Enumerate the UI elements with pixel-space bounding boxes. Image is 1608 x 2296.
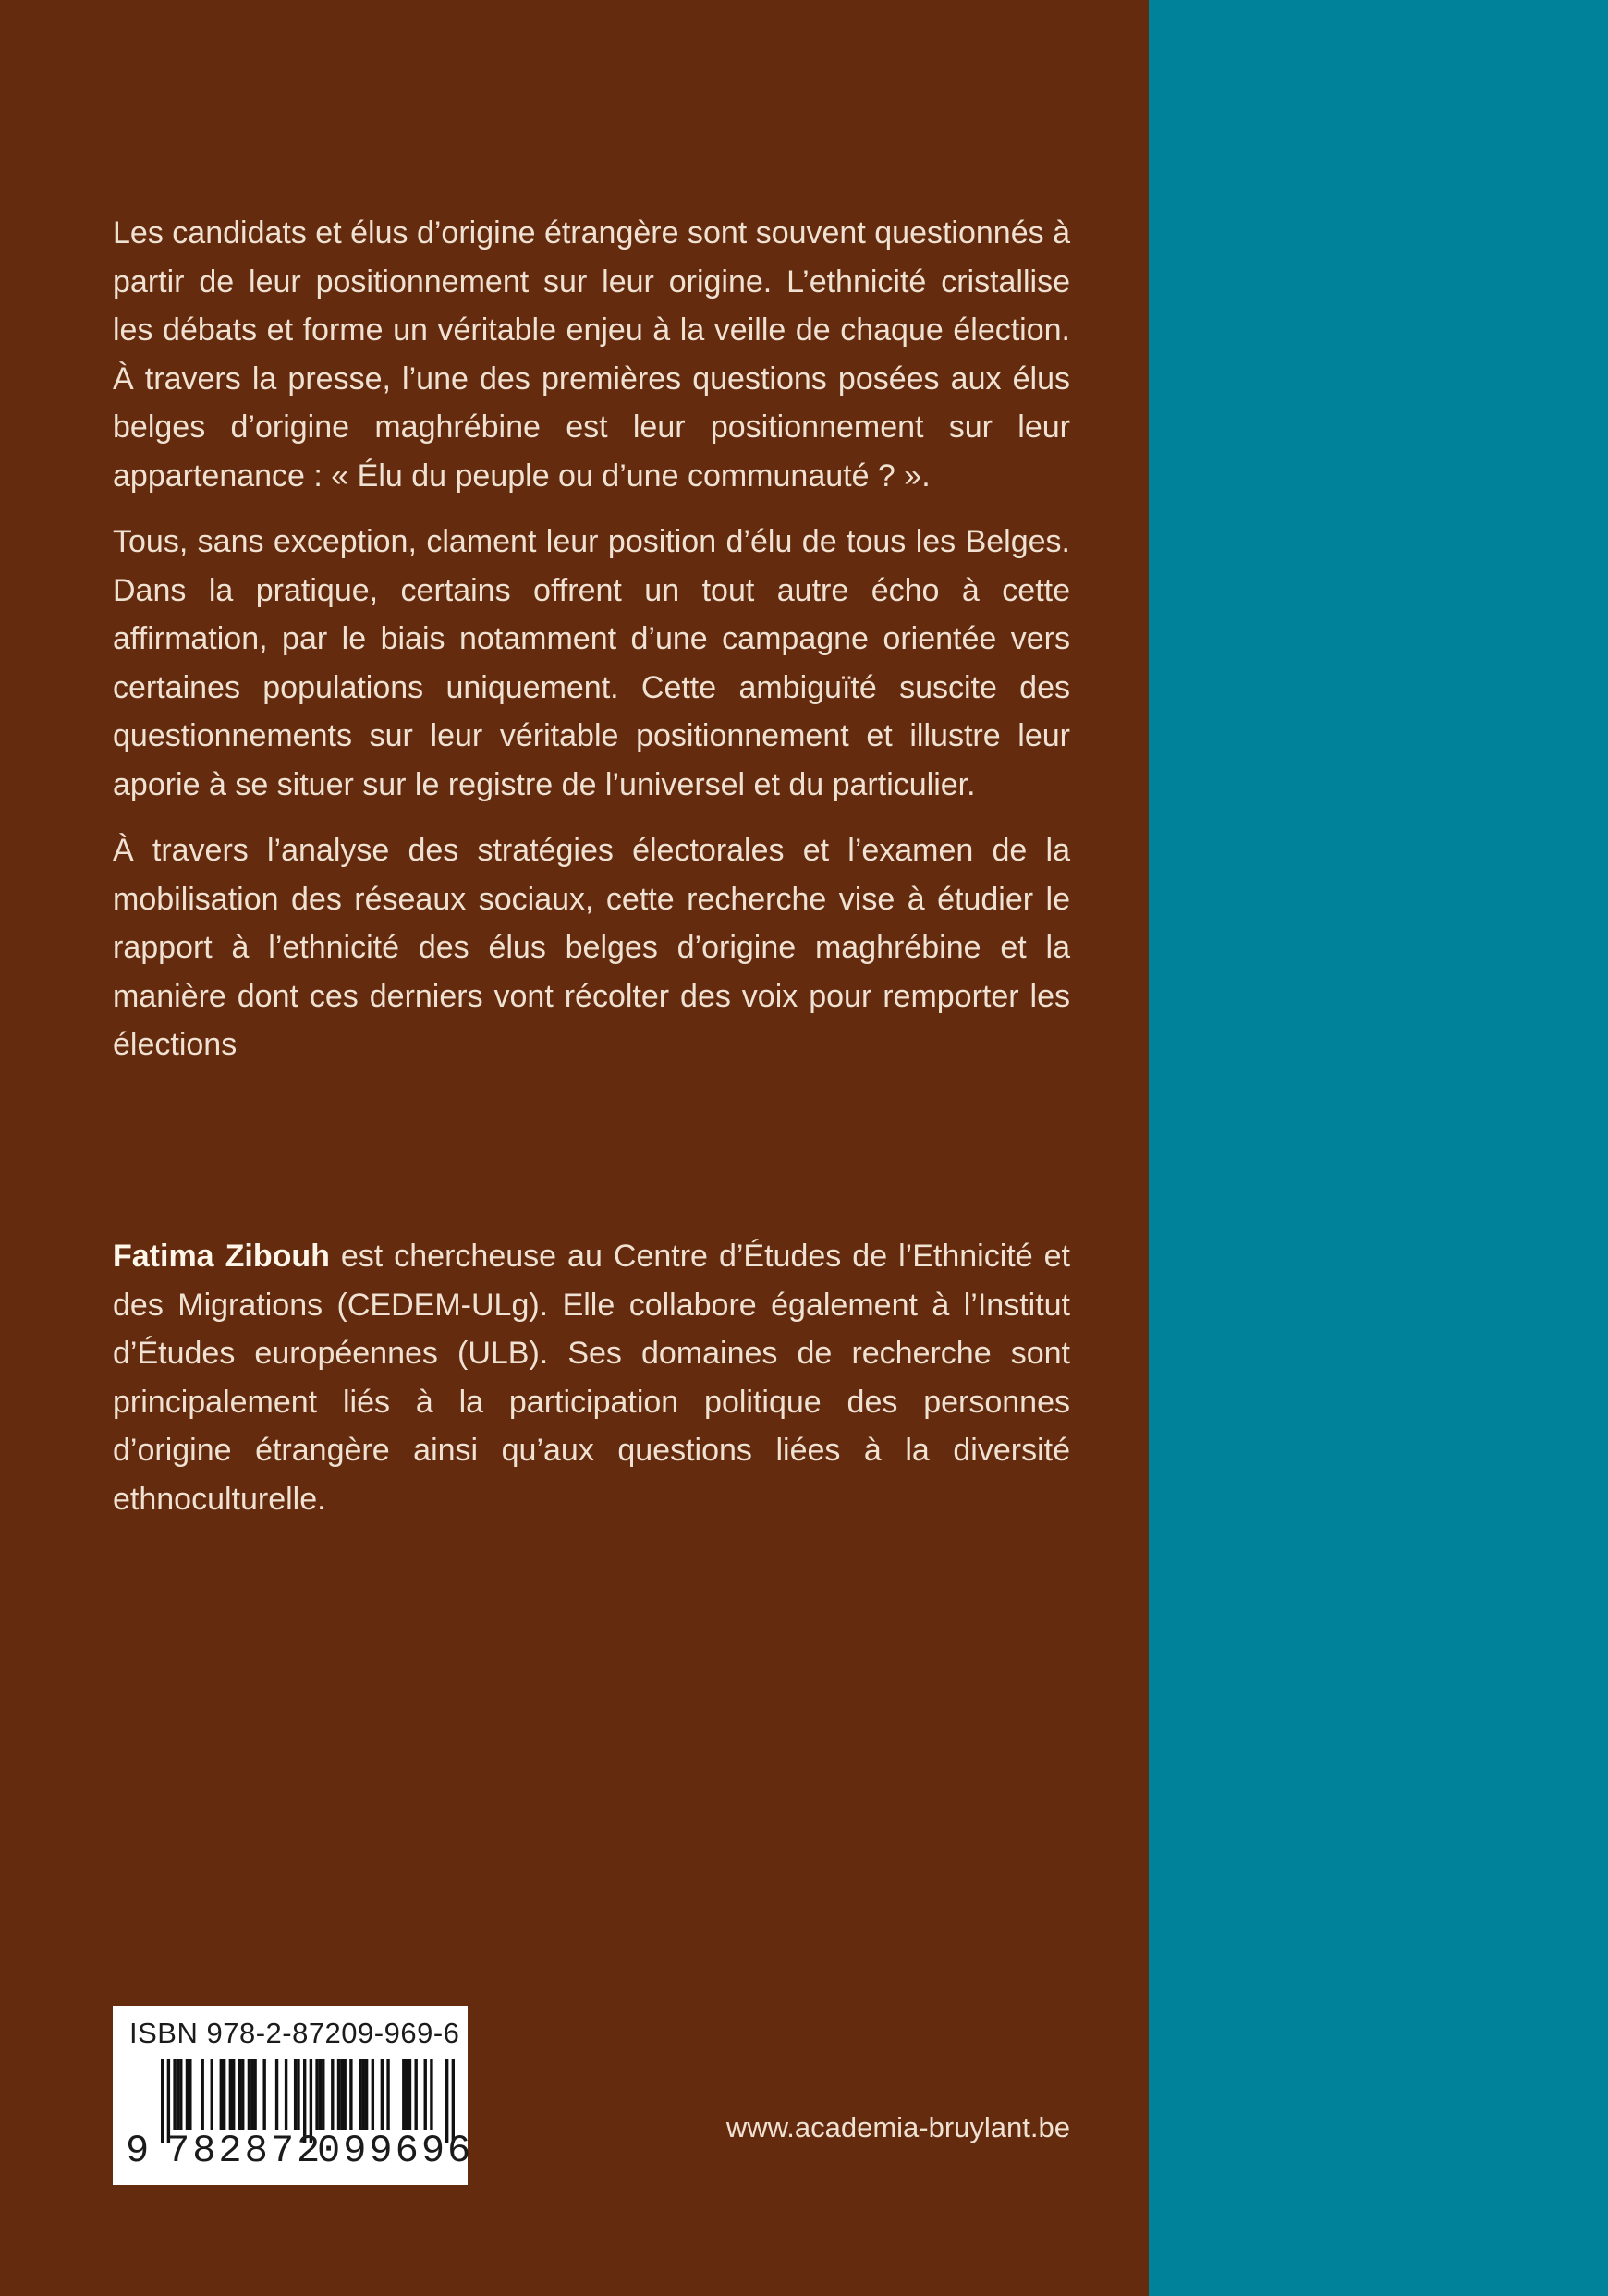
barcode-bar bbox=[294, 2059, 297, 2130]
barcode-bar bbox=[211, 2059, 213, 2130]
barcode-bar bbox=[365, 2059, 368, 2130]
barcode-bar bbox=[177, 2059, 179, 2130]
barcode-bar bbox=[362, 2059, 365, 2130]
barcode-bar bbox=[372, 2059, 374, 2130]
barcode-right-digits: 099696 bbox=[317, 2129, 474, 2173]
barcode-bar bbox=[424, 2059, 427, 2130]
barcode-digits bbox=[126, 2129, 474, 2175]
barcode-bar bbox=[414, 2059, 417, 2130]
isbn-label: ISBN 978-2-87209-969-6 bbox=[129, 2017, 460, 2049]
cover-side-band bbox=[1149, 0, 1608, 2296]
barcode-bar bbox=[179, 2059, 182, 2130]
barcode-bar bbox=[340, 2059, 343, 2130]
barcode-bar bbox=[359, 2059, 361, 2130]
author-bio bbox=[113, 1232, 1070, 1541]
barcode-bar bbox=[275, 2059, 278, 2130]
barcode-bar bbox=[430, 2059, 432, 2130]
publisher-website: www.academia-bruylant.be bbox=[725, 2111, 1070, 2143]
barcode-lead-digit: 9 bbox=[126, 2129, 150, 2173]
barcode-bar bbox=[229, 2059, 232, 2130]
barcode-bar bbox=[408, 2059, 411, 2130]
barcode-bar bbox=[402, 2059, 405, 2130]
barcode-bar bbox=[186, 2059, 189, 2130]
barcode-bar bbox=[173, 2059, 176, 2130]
barcode-bar bbox=[386, 2059, 389, 2130]
barcode-bar bbox=[253, 2059, 256, 2130]
barcode-bar bbox=[343, 2059, 346, 2130]
barcode-bar bbox=[238, 2059, 241, 2130]
author-name: Fatima Zibouh bbox=[113, 1239, 330, 1274]
barcode-bar bbox=[322, 2059, 324, 2130]
barcode-bar bbox=[262, 2059, 265, 2130]
barcode-bar bbox=[189, 2059, 191, 2130]
barcode-bar bbox=[220, 2059, 223, 2130]
barcode-bar bbox=[223, 2059, 225, 2130]
author-bio-text: est chercheuse au Centre d’Études de l’Ethnicité et des Migrations (CEDEM-ULg). Elle collabore également à l’Institut d’Études européennes (ULB). Ses domaines de recherche sont principalement liés à la participation politique des personnes d’origine étrangère ainsi qu’aux questions liées à la diversité ethnoculturelle. bbox=[113, 1239, 1070, 1517]
book-summary bbox=[113, 209, 1070, 1087]
barcode-bar bbox=[248, 2059, 250, 2130]
summary-paragraph-3: À travers l’analyse des stratégies électorales et l’examen de la mobilisation des réseaux sociaux, cette recherche vise à étudier le rapport à l’ethnicité des élus belges d’origine maghrébine et la manière dont ces derniers vont récolter des voix pour remporter les élections bbox=[113, 833, 1070, 1062]
barcode-bar bbox=[381, 2059, 384, 2130]
barcode-bar bbox=[405, 2059, 408, 2130]
summary-paragraph-2: Tous, sans exception, clament leur position d’élu de tous les Belges. Dans la pratique, certains offrent un tout autre écho à cette affirmation, par le biais notamment d’une campagne orientée vers certaines populations uniquement. Cette ambiguïté suscite des questionnements sur leur véritable positionnement et illustre leur aporie à se situer sur le registre de l’universel et du particulier. bbox=[113, 524, 1070, 802]
barcode-bar bbox=[319, 2059, 322, 2130]
barcode-bar bbox=[201, 2059, 204, 2130]
summary-paragraph-1: Les candidats et élus d’origine étrangère sont souvent questionnés à partir de leur positionnement sur leur origine. L’ethnicité cristallise les débats et forme un véritable enjeu à la veille de chaque élection. À travers la presse, l’une des premières questions posées aux élus belges d’origine maghrébine est leur positionnement sur leur appartenance : « Élu du peuple ou d’une communauté ? ». bbox=[113, 215, 1070, 494]
barcode-bar bbox=[285, 2059, 287, 2130]
author-bio-paragraph bbox=[113, 1232, 1070, 1523]
barcode-bar bbox=[297, 2059, 299, 2130]
barcode-bar bbox=[232, 2059, 235, 2130]
barcode-bar bbox=[250, 2059, 253, 2130]
barcode-bar bbox=[331, 2059, 334, 2130]
isbn-barcode-block bbox=[113, 2006, 474, 2185]
barcode-bar bbox=[349, 2059, 352, 2130]
barcode-bar bbox=[315, 2059, 318, 2130]
barcode-bar bbox=[337, 2059, 340, 2130]
barcode-left-digits: 782872 bbox=[166, 2129, 323, 2173]
barcode-bar bbox=[241, 2059, 244, 2130]
